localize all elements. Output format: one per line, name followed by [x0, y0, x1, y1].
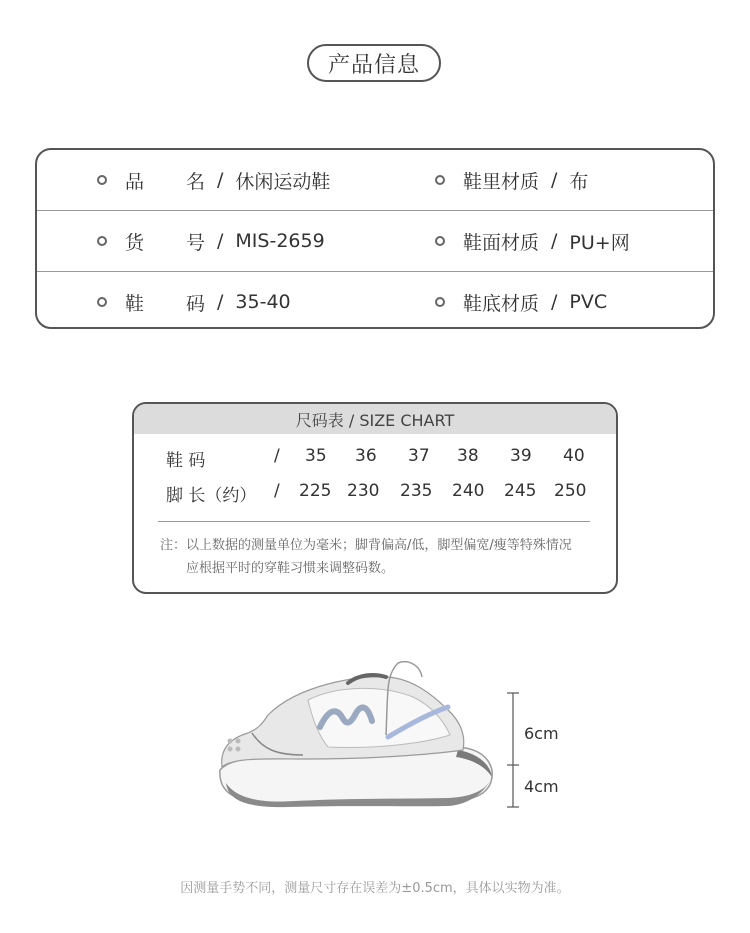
length-row: [134, 481, 616, 505]
info-label: 鞋面材质: [463, 231, 540, 254]
info-separator: /: [551, 230, 558, 252]
size-separator: /: [274, 446, 280, 466]
footer-note: 因测量手势不同，测量尺寸存在误差为±0.5cm，具体以实物为准。: [180, 881, 570, 896]
length-separator: /: [274, 481, 280, 501]
size-cell: 36: [355, 446, 377, 466]
info-value: PVC: [569, 291, 608, 313]
size-chart: [132, 402, 618, 594]
info-label: 货 号: [125, 231, 205, 254]
info-separator: /: [551, 291, 558, 313]
length-cell: 240: [452, 481, 485, 501]
bullet-icon: [97, 236, 107, 246]
length-cell: 245: [504, 481, 537, 501]
upper-height-label: 6cm: [524, 724, 559, 743]
length-cell: 250: [554, 481, 587, 501]
info-value: 布: [569, 170, 589, 193]
bullet-icon: [435, 175, 445, 185]
info-row: [37, 210, 713, 271]
product-info-table: [35, 148, 715, 329]
sneaker-illustration: [208, 655, 498, 815]
info-row: [37, 271, 713, 332]
info-value: MIS-2659: [235, 230, 325, 252]
info-item-sku: [97, 211, 325, 271]
info-item-sole: [435, 272, 607, 332]
shoe-image: [208, 655, 498, 815]
info-value: 休闲运动鞋: [235, 170, 331, 193]
size-row: [134, 446, 616, 470]
bullet-icon: [435, 236, 445, 246]
size-note-line: 应根据平时的穿鞋习惯来调整码数。: [186, 561, 395, 576]
info-item-upper: [435, 211, 630, 271]
size-cell: 37: [408, 446, 430, 466]
length-label: 脚 长（约）: [166, 486, 257, 506]
size-chart-title: 尺码表 / SIZE CHART: [134, 404, 616, 434]
info-separator: /: [217, 169, 224, 191]
info-item-lining: [435, 150, 588, 210]
divider: [158, 521, 590, 522]
info-item-name: [97, 150, 330, 210]
size-cell: 39: [510, 446, 532, 466]
length-cell: 235: [400, 481, 433, 501]
bullet-icon: [97, 297, 107, 307]
info-item-size: [97, 272, 291, 332]
bullet-icon: [435, 297, 445, 307]
sole-height-label: 4cm: [524, 777, 559, 796]
info-label: 鞋里材质: [463, 170, 540, 193]
info-value: PU+网: [569, 231, 630, 254]
info-label: 鞋底材质: [463, 292, 540, 315]
info-separator: /: [217, 230, 224, 252]
size-cell: 35: [305, 446, 327, 466]
length-cell: 230: [347, 481, 380, 501]
size-note-line: 注：以上数据的测量单位为毫米；脚背偏高/低，脚型偏宽/瘦等特殊情况: [160, 538, 572, 553]
size-label: 鞋 码: [166, 451, 206, 471]
bullet-icon: [97, 175, 107, 185]
section-title: 产品信息: [307, 44, 441, 82]
info-value: 35-40: [235, 291, 291, 313]
info-row: [37, 150, 713, 210]
size-cell: 38: [457, 446, 479, 466]
length-cell: 225: [299, 481, 332, 501]
size-cell: 40: [563, 446, 585, 466]
info-separator: /: [551, 169, 558, 191]
size-note: [160, 534, 600, 580]
info-label: 鞋 码: [125, 292, 205, 315]
info-separator: /: [217, 291, 224, 313]
info-label: 品 名: [125, 170, 205, 193]
